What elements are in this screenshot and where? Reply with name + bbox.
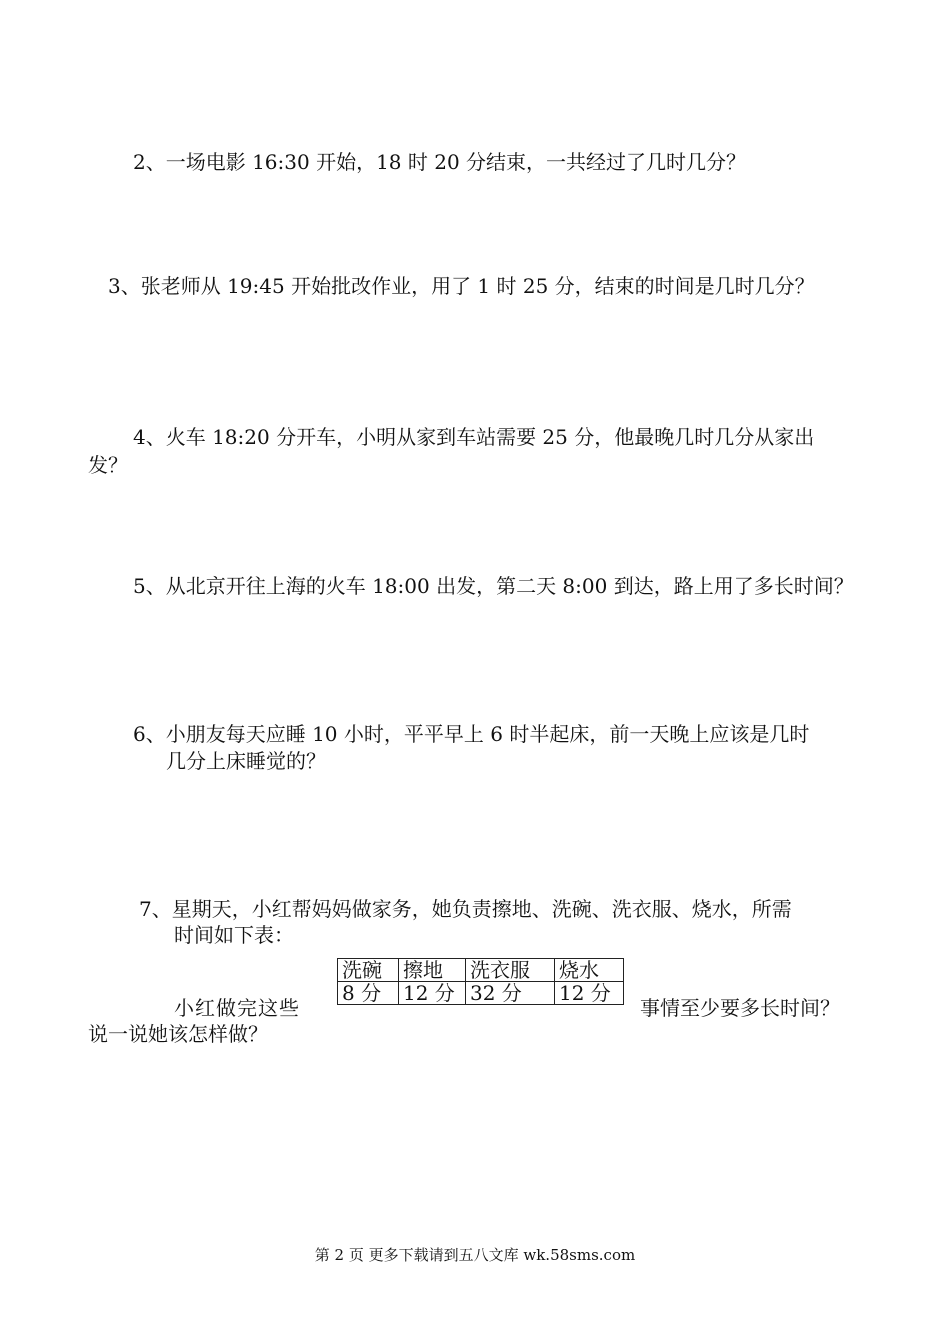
table-header-cell: 洗碗: [338, 959, 399, 982]
table-header-cell: 洗衣服: [466, 959, 555, 982]
question-6-line-2: 几分上床睡觉的？: [166, 749, 326, 773]
table-header-cell: 烧水: [555, 959, 624, 982]
table-cell: 8 分: [338, 982, 399, 1005]
question-2: 2、一场电影 16:30 开始，18 时 20 分结束，一共经过了几时几分？: [133, 150, 747, 174]
question-7-line-2: 时间如下表：: [174, 923, 294, 947]
question-4-line-2: 发？: [88, 453, 128, 477]
question-4-line-1: 4、火车 18:20 分开车，小明从家到车站需要 25 分，他最晚几时几分从家出: [133, 425, 815, 449]
chore-time-table: [337, 958, 624, 1005]
table-cell: 12 分: [555, 982, 624, 1005]
question-7-line-1: 7、星期天，小红帮妈妈做家务，她负责擦地、洗碗、洗衣服、烧水，所需: [139, 897, 792, 921]
table-header-cell: 擦地: [399, 959, 466, 982]
question-7-line-4: 说一说她该怎样做？: [88, 1022, 268, 1046]
question-3: 3、张老师从 19:45 开始批改作业，用了 1 时 25 分，结束的时间是几时几分？: [108, 274, 815, 298]
question-6-line-1: 6、小朋友每天应睡 10 小时，平平早上 6 时半起床，前一天晚上应该是几时: [133, 722, 810, 746]
table-row: [338, 982, 624, 1005]
table-cell: 32 分: [466, 982, 555, 1005]
table-header-row: [338, 959, 624, 982]
page-footer: 第 2 页 更多下载请到五八文库 wk.58sms.com: [314, 1246, 636, 1264]
question-7-before-table: 小红做完这些: [174, 996, 300, 1020]
question-5: 5、从北京开往上海的火车 18:00 出发，第二天 8:00 到达，路上用了多长时间？: [133, 574, 854, 598]
table-cell: 12 分: [399, 982, 466, 1005]
question-7-after-table: 事情至少要多长时间？: [640, 996, 840, 1020]
